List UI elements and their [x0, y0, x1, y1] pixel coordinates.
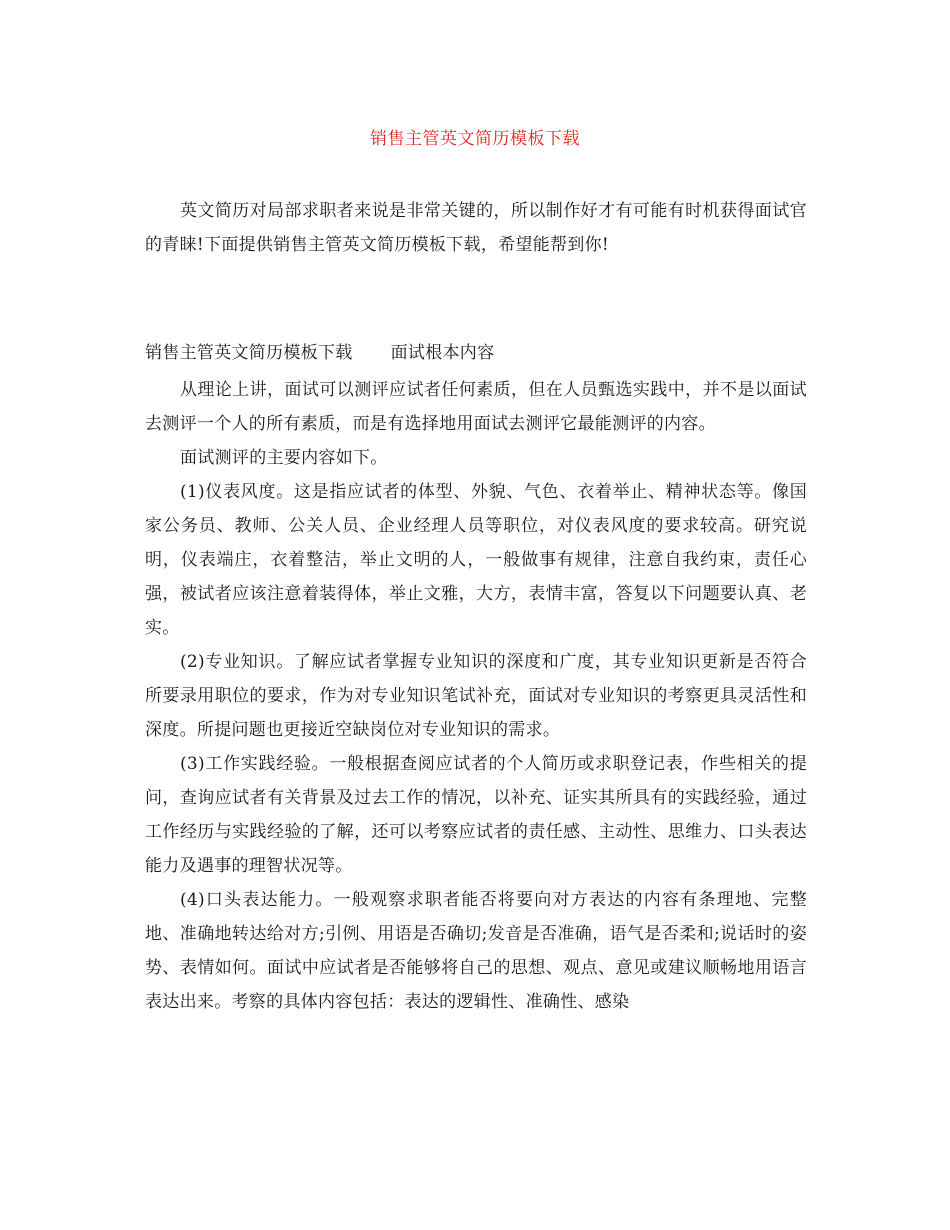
section-heading-right: 面试根本内容 [390, 343, 495, 363]
body-paragraph: 从理论上讲，面试可以测评应试者任何素质，但在人员甄选实践中，并不是以面试去测评一个人的所有素质，而是有选择地用面试去测评它最能测评的内容。 [145, 380, 807, 434]
section-heading [145, 340, 494, 366]
intro-paragraph: 英文简历对局部求职者来说是非常关键的，所以制作好才有可能有时机获得面试官的青睐!下面提供销售主管英文简历模板下载，希望能帮到你! [145, 201, 807, 255]
document-title: 销售主管英文简历模板下载 [370, 129, 580, 149]
section-heading-left: 销售主管英文简历模板下载 [145, 343, 353, 363]
body-paragraph: (4)口头表达能力。一般观察求职者能否将要向对方表达的内容有条理地、完整地、准确地转达给对方;引例、用语是否确切;发音是否准确，语气是否柔和;说话时的姿势、表情如何。面试中应试者是否能够将自己的思想、观点、意见或建议顺畅地用语言表达出来。考察的具体内容包括：表达的逻辑性、准确性、感染 [145, 890, 807, 1012]
body-paragraph: 面试测评的主要内容如下。 [180, 448, 388, 468]
body-paragraph: (3)工作实践经验。一般根据查阅应试者的个人简历或求职登记表，作些相关的提问，查询应试者有关背景及过去工作的情况，以补充、证实其所具有的实践经验，通过工作经历与实践经验的了解，还可以考察应试者的责任感、主动性、思维力、口头表达能力及遇事的理智状况等。 [145, 754, 807, 876]
body-paragraph: (1)仪表风度。这是指应试者的体型、外貌、气色、衣着举止、精神状态等。像国家公务员、教师、公关人员、企业经理人员等职位，对仪表风度的要求较高。研究说明，仪表端庄，衣着整洁，举止文明的人，一般做事有规律，注意自我约束，责任心强，被试者应该注意着装得体，举止文雅，大方，表情丰富，答复以下问题要认真、老实。 [145, 482, 807, 638]
body-paragraph: (2)专业知识。了解应试者掌握专业知识的深度和广度，其专业知识更新是否符合所要录用职位的要求，作为对专业知识笔试补充，面试对专业知识的考察更具灵活性和深度。所提问题也更接近空缺岗位对专业知识的需求。 [145, 652, 807, 740]
body-content [145, 373, 807, 1019]
